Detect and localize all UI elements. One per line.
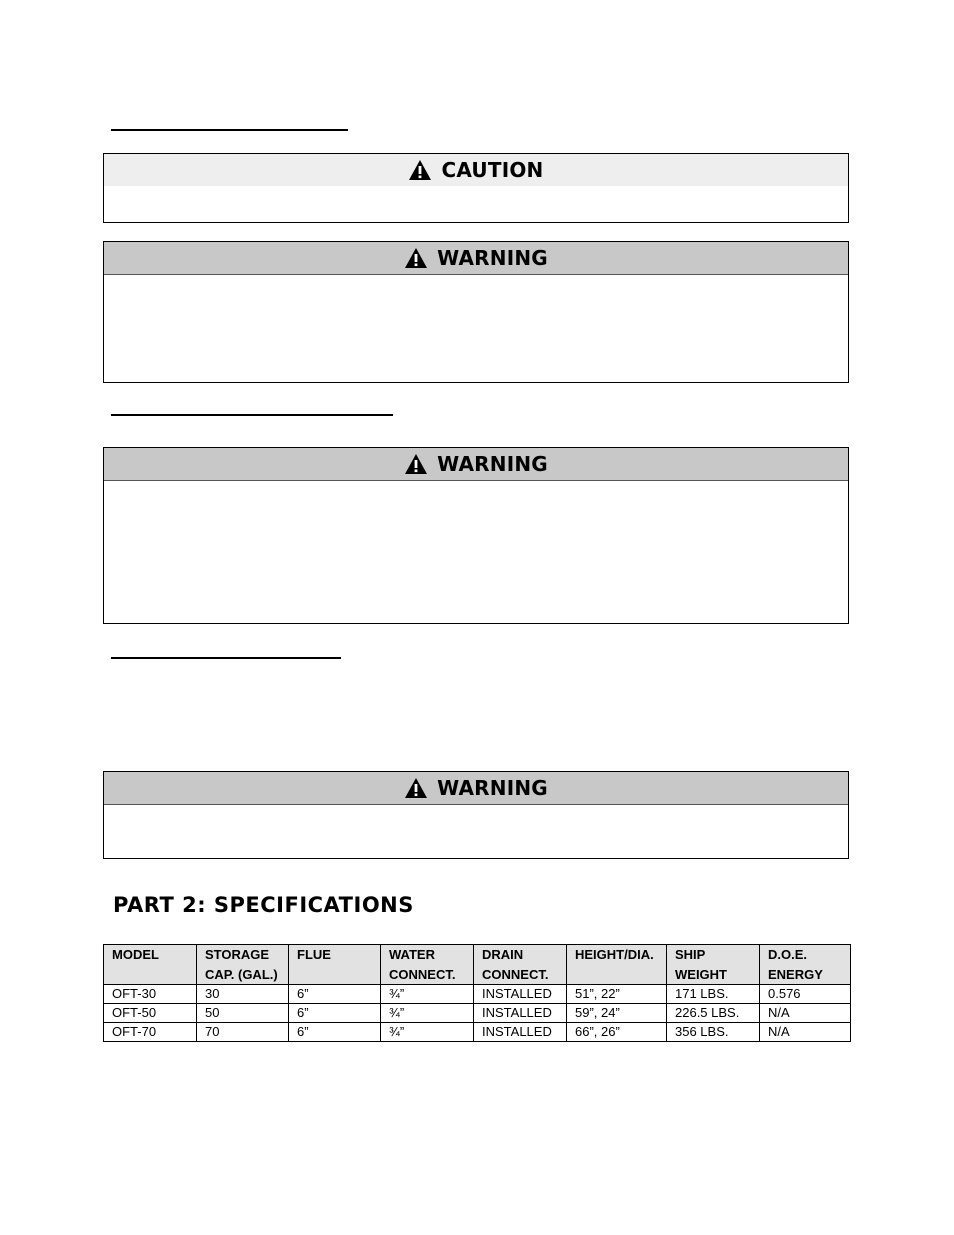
table-row — [104, 1023, 851, 1042]
header-water: WATER CONNECT. — [381, 945, 474, 985]
specifications-table — [103, 944, 851, 1042]
header-storage: STORAGE CAP. (GAL.) — [197, 945, 289, 985]
warning-triangle-icon — [404, 247, 428, 269]
header-height: HEIGHT/DIA. — [567, 945, 667, 985]
caution-label: CAUTION — [441, 158, 544, 182]
cell-weight: 356 LBS. — [667, 1023, 760, 1042]
cell-drain: INSTALLED — [474, 1023, 567, 1042]
cell-height: 51”, 22” — [567, 985, 667, 1004]
cell-flue: 6” — [289, 1023, 381, 1042]
cell-flue: 6” — [289, 985, 381, 1004]
table-row — [104, 985, 851, 1004]
cell-energy: N/A — [760, 1004, 851, 1023]
table-header-row — [104, 945, 851, 985]
cell-weight: 171 LBS. — [667, 985, 760, 1004]
cell-drain: INSTALLED — [474, 985, 567, 1004]
cell-height: 59”, 24” — [567, 1004, 667, 1023]
cell-energy: 0.576 — [760, 985, 851, 1004]
cell-storage: 70 — [197, 1023, 289, 1042]
warning-triangle-icon — [408, 159, 432, 181]
section-rule-3 — [111, 657, 341, 659]
warning-label-2: WARNING — [437, 452, 548, 476]
cell-water: ¾” — [381, 985, 474, 1004]
cell-drain: INSTALLED — [474, 1004, 567, 1023]
warning-box-3 — [103, 771, 849, 859]
table-row — [104, 1004, 851, 1023]
caution-box — [103, 153, 849, 223]
cell-model: OFT-50 — [104, 1004, 197, 1023]
warning-header-3 — [104, 772, 848, 805]
warning-triangle-icon — [404, 777, 428, 799]
header-model: MODEL — [104, 945, 197, 985]
cell-height: 66”, 26” — [567, 1023, 667, 1042]
header-weight: SHIP WEIGHT — [667, 945, 760, 985]
cell-flue: 6” — [289, 1004, 381, 1023]
cell-water: ¾” — [381, 1004, 474, 1023]
cell-water: ¾” — [381, 1023, 474, 1042]
section-rule-1 — [111, 129, 348, 131]
header-drain: DRAIN CONNECT. — [474, 945, 567, 985]
cell-model: OFT-70 — [104, 1023, 197, 1042]
warning-label-3: WARNING — [437, 776, 548, 800]
cell-storage: 30 — [197, 985, 289, 1004]
header-energy: D.O.E. ENERGY — [760, 945, 851, 985]
warning-header-1 — [104, 242, 848, 275]
cell-weight: 226.5 LBS. — [667, 1004, 760, 1023]
warning-box-1 — [103, 241, 849, 383]
cell-energy: N/A — [760, 1023, 851, 1042]
warning-triangle-icon — [404, 453, 428, 475]
warning-label-1: WARNING — [437, 246, 548, 270]
section-heading: PART 2: SPECIFICATIONS — [113, 893, 414, 917]
section-rule-2 — [111, 414, 393, 416]
header-flue: FLUE — [289, 945, 381, 985]
warning-header-2 — [104, 448, 848, 481]
cell-model: OFT-30 — [104, 985, 197, 1004]
warning-box-2 — [103, 447, 849, 624]
caution-header — [104, 154, 848, 186]
cell-storage: 50 — [197, 1004, 289, 1023]
